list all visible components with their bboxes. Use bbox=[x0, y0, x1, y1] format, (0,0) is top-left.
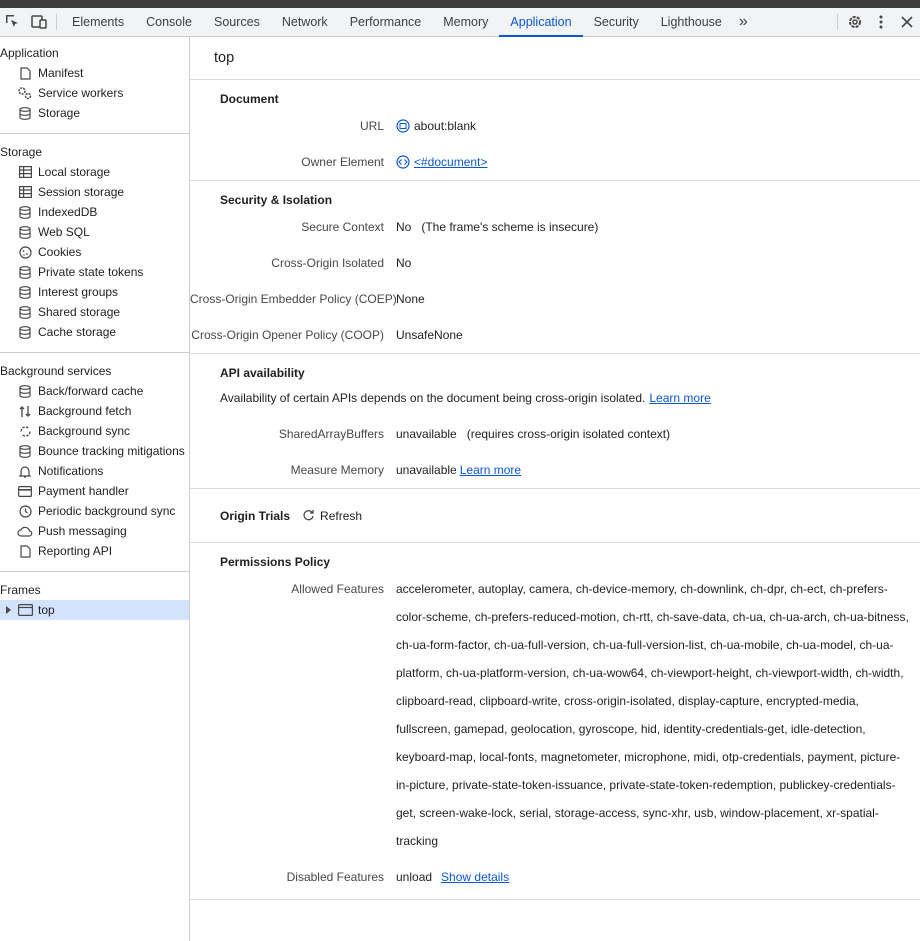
settings-gear-icon[interactable] bbox=[842, 9, 868, 35]
sidebar-divider bbox=[0, 571, 189, 572]
sidebar-header-background-services[interactable]: Background services bbox=[0, 364, 112, 378]
device-toolbar-icon[interactable] bbox=[26, 8, 52, 36]
measure-memory-row bbox=[190, 452, 920, 488]
sidebar-item-label: Private state tokens bbox=[38, 265, 144, 279]
allowed-features-row bbox=[190, 575, 920, 855]
frame-window-icon bbox=[16, 603, 34, 617]
sidebar-item-local-storage[interactable] bbox=[0, 162, 189, 182]
sidebar-item-bounce-tracking-mitigations[interactable] bbox=[0, 441, 189, 461]
database-icon bbox=[16, 384, 34, 398]
tab-application[interactable]: Application bbox=[499, 8, 582, 36]
sidebar-item-push-messaging[interactable] bbox=[0, 521, 189, 541]
sidebar-item-session-storage[interactable] bbox=[0, 182, 189, 202]
sidebar-item-label: Shared storage bbox=[38, 305, 121, 319]
shared-array-buffers-label: SharedArrayBuffers bbox=[278, 427, 384, 441]
allowed-features-line: accelerometer, autoplay, camera, ch-device-memory, ch-downlink, ch-dpr, ch-ect, ch-prefers- bbox=[396, 582, 888, 596]
sidebar-item-label: IndexedDB bbox=[38, 205, 98, 219]
sidebar-item-label: Back/forward cache bbox=[38, 384, 144, 398]
sidebar-item-frame-top[interactable] bbox=[0, 600, 189, 620]
origin-trials-section bbox=[190, 489, 920, 543]
disabled-features-value: unload bbox=[396, 870, 433, 884]
sidebar-item-label: Session storage bbox=[38, 185, 125, 199]
sidebar-item-label: Push messaging bbox=[38, 524, 127, 538]
owner-element-row bbox=[190, 144, 920, 180]
coep-value: None bbox=[396, 292, 425, 306]
url-value: about:blank bbox=[414, 119, 477, 133]
gears-icon bbox=[16, 86, 34, 100]
sidebar-item-label: Storage bbox=[38, 106, 81, 120]
secure-context-note: (The frame's scheme is insecure) bbox=[421, 220, 599, 234]
allowed-features-line: in-picture, private-state-token-issuance, private-state-token-redemption, publickey-credentials- bbox=[396, 778, 896, 792]
permissions-policy-section bbox=[190, 543, 920, 900]
database-icon bbox=[16, 325, 34, 339]
shared-array-buffers-note: (requires cross-origin isolated context) bbox=[466, 427, 671, 441]
sidebar-divider bbox=[0, 352, 189, 353]
section-title-api: API availability bbox=[220, 366, 305, 380]
coop-row bbox=[190, 317, 920, 353]
frame-icon bbox=[396, 119, 410, 133]
window-top-strip bbox=[0, 0, 920, 8]
table-grid-icon bbox=[16, 185, 34, 199]
section-title-origin-trials: Origin Trials bbox=[220, 508, 291, 523]
cookie-icon bbox=[16, 245, 34, 259]
tab-sources[interactable]: Sources bbox=[213, 15, 260, 29]
measure-memory-learn-more-link[interactable]: Learn more bbox=[459, 463, 522, 477]
sidebar-item-reporting-api[interactable] bbox=[0, 541, 189, 561]
sidebar-item-private-state-tokens[interactable] bbox=[0, 262, 189, 282]
cross-origin-isolated-value: No bbox=[396, 256, 412, 270]
allowed-features-line: get, screen-wake-lock, serial, storage-access, sync-xhr, usb, window-placement, xr-spatial- bbox=[396, 806, 879, 820]
disabled-features-label: Disabled Features bbox=[286, 870, 384, 884]
coep-label: Cross-Origin Embedder Policy (COEP) bbox=[190, 292, 397, 306]
toolbar-divider bbox=[56, 14, 57, 30]
allowed-features-line: ch-ua-form-factor, ch-ua-full-version, ch-ua-full-version-list, ch-ua-mobile, ch-ua-model, ch-ua- bbox=[396, 638, 894, 652]
disabled-features-row bbox=[190, 855, 920, 899]
sidebar-item-label: Background fetch bbox=[38, 404, 132, 418]
secure-context-value: No bbox=[396, 220, 412, 234]
table-grid-icon bbox=[16, 165, 34, 179]
sync-icon bbox=[16, 424, 34, 438]
kebab-menu-icon[interactable] bbox=[868, 9, 894, 35]
sidebar-header-storage[interactable]: Storage bbox=[0, 145, 43, 159]
refresh-button[interactable] bbox=[302, 509, 362, 523]
allowed-features-line: color-scheme, ch-prefers-reduced-motion, ch-rtt, ch-save-data, ch-ua, ch-ua-arch, ch-ua-bitness, bbox=[396, 610, 909, 624]
url-row bbox=[190, 108, 920, 144]
allowed-features-value bbox=[396, 575, 909, 855]
sidebar-item-label: Service workers bbox=[38, 86, 124, 100]
cloud-icon bbox=[16, 524, 34, 538]
sidebar-item-label: Interest groups bbox=[38, 285, 119, 299]
owner-element-link[interactable]: <#document> bbox=[414, 155, 488, 169]
document-section bbox=[190, 80, 920, 181]
shared-array-buffers-value: unavailable bbox=[396, 427, 457, 441]
sidebar-item-background-fetch[interactable] bbox=[0, 401, 189, 421]
sidebar-item-service-workers[interactable] bbox=[0, 83, 189, 103]
coop-label: Cross-Origin Opener Policy (COOP) bbox=[191, 328, 384, 342]
tab-performance[interactable]: Performance bbox=[349, 15, 422, 29]
sidebar-item-indexeddb[interactable] bbox=[0, 202, 189, 222]
more-tabs-button[interactable]: » bbox=[738, 13, 748, 30]
sidebar-item-label: top bbox=[38, 603, 55, 617]
tab-network[interactable]: Network bbox=[281, 15, 328, 29]
api-learn-more-link[interactable]: Learn more bbox=[649, 391, 711, 405]
sidebar-item-label: Web SQL bbox=[38, 225, 90, 239]
measure-memory-value: unavailable bbox=[396, 463, 457, 477]
sidebar-item-web-sql[interactable] bbox=[0, 222, 189, 242]
section-title-security: Security & Isolation bbox=[220, 193, 333, 207]
cross-origin-isolated-label: Cross-Origin Isolated bbox=[271, 256, 384, 270]
allowed-features-line: fullscreen, gamepad, geolocation, gyroscope, hid, identity-credentials-get, idle-detection, bbox=[396, 722, 866, 736]
security-isolation-section bbox=[190, 181, 920, 354]
allowed-features-line: tracking bbox=[396, 834, 439, 848]
owner-element-label: Owner Element bbox=[301, 155, 384, 169]
database-icon bbox=[16, 285, 34, 299]
shared-array-buffers-row bbox=[190, 416, 920, 452]
sidebar-item-manifest[interactable] bbox=[0, 63, 189, 83]
inspect-element-icon[interactable] bbox=[0, 8, 26, 36]
close-icon[interactable] bbox=[894, 9, 920, 35]
sidebar-item-cookies[interactable] bbox=[0, 242, 189, 262]
measure-memory-label: Measure Memory bbox=[290, 463, 384, 477]
url-label: URL bbox=[359, 119, 384, 133]
sidebar-item-background-sync[interactable] bbox=[0, 421, 189, 441]
sidebar-item-back-forward-cache[interactable] bbox=[0, 381, 189, 401]
database-icon bbox=[16, 205, 34, 219]
api-description-row bbox=[190, 380, 920, 416]
api-availability-section bbox=[190, 354, 920, 489]
document-icon bbox=[16, 66, 34, 80]
coep-row bbox=[190, 281, 920, 317]
database-icon bbox=[16, 444, 34, 458]
sidebar-item-payment-handler[interactable] bbox=[0, 481, 189, 501]
secure-context-label: Secure Context bbox=[301, 220, 384, 234]
application-sidebar bbox=[0, 37, 190, 941]
sidebar-divider bbox=[0, 133, 189, 134]
sidebar-item-interest-groups[interactable] bbox=[0, 282, 189, 302]
bell-icon bbox=[16, 464, 34, 478]
sidebar-item-storage[interactable] bbox=[0, 103, 189, 123]
sidebar-header-application[interactable]: Application bbox=[0, 46, 59, 60]
allowed-features-line: platform, ch-ua-platform-version, ch-ua-wow64, ch-viewport-height, ch-viewport-width, ch-width, bbox=[396, 666, 904, 680]
refresh-label: Refresh bbox=[320, 508, 363, 523]
expand-triangle-icon[interactable] bbox=[6, 606, 11, 614]
refresh-icon bbox=[302, 509, 316, 523]
database-icon bbox=[16, 265, 34, 279]
show-details-link[interactable]: Show details bbox=[441, 870, 510, 884]
up-down-arrows-icon bbox=[16, 404, 34, 418]
coop-value: UnsafeNone bbox=[396, 328, 463, 342]
sidebar-item-label: Manifest bbox=[38, 66, 84, 80]
section-title-document: Document bbox=[220, 92, 279, 106]
devtools-toolbar bbox=[0, 8, 920, 37]
sidebar-item-label: Cache storage bbox=[38, 325, 117, 339]
sidebar-item-label: Reporting API bbox=[38, 544, 113, 558]
tab-security[interactable]: Security bbox=[593, 15, 639, 29]
clock-icon bbox=[16, 504, 34, 518]
sidebar-item-notifications[interactable] bbox=[0, 461, 189, 481]
tab-console[interactable]: Console bbox=[146, 15, 192, 29]
cross-origin-isolated-row bbox=[190, 245, 920, 281]
sidebar-item-periodic-background-sync[interactable] bbox=[0, 501, 189, 521]
section-title-permissions: Permissions Policy bbox=[220, 555, 331, 569]
sidebar-item-label: Payment handler bbox=[38, 484, 129, 498]
database-icon bbox=[16, 106, 34, 120]
allowed-features-line: clipboard-read, clipboard-write, cross-origin-isolated, display-capture, encrypted-media, bbox=[396, 694, 859, 708]
sidebar-header-frames[interactable]: Frames bbox=[0, 583, 41, 597]
document-icon bbox=[16, 544, 34, 558]
credit-card-icon bbox=[16, 484, 34, 498]
sidebar-item-label: Cookies bbox=[38, 245, 82, 259]
sidebar-item-label: Periodic background sync bbox=[38, 504, 176, 518]
sidebar-item-cache-storage[interactable] bbox=[0, 322, 189, 342]
allowed-features-line: keyboard-map, local-fonts, magnetometer, microphone, midi, otp-credentials, payment, picture- bbox=[396, 750, 901, 764]
sidebar-item-shared-storage[interactable] bbox=[0, 302, 189, 322]
api-description: Availability of certain APIs depends on the document being cross-origin isolated. bbox=[220, 391, 646, 405]
database-icon bbox=[16, 305, 34, 319]
tab-lighthouse[interactable]: Lighthouse bbox=[660, 15, 722, 29]
allowed-features-label: Allowed Features bbox=[291, 582, 384, 596]
toolbar-divider-right bbox=[837, 14, 838, 30]
code-icon bbox=[396, 155, 410, 169]
secure-context-row bbox=[190, 209, 920, 245]
tab-elements[interactable]: Elements bbox=[72, 15, 125, 29]
frame-details-panel bbox=[190, 37, 920, 941]
sidebar-item-label: Background sync bbox=[38, 424, 131, 438]
tab-memory[interactable]: Memory bbox=[443, 15, 489, 29]
database-icon bbox=[16, 225, 34, 239]
sidebar-item-label: Bounce tracking mitigations bbox=[38, 444, 185, 458]
page-title: top bbox=[190, 37, 920, 80]
sidebar-item-label: Local storage bbox=[38, 165, 111, 179]
sidebar-item-label: Notifications bbox=[38, 464, 104, 478]
